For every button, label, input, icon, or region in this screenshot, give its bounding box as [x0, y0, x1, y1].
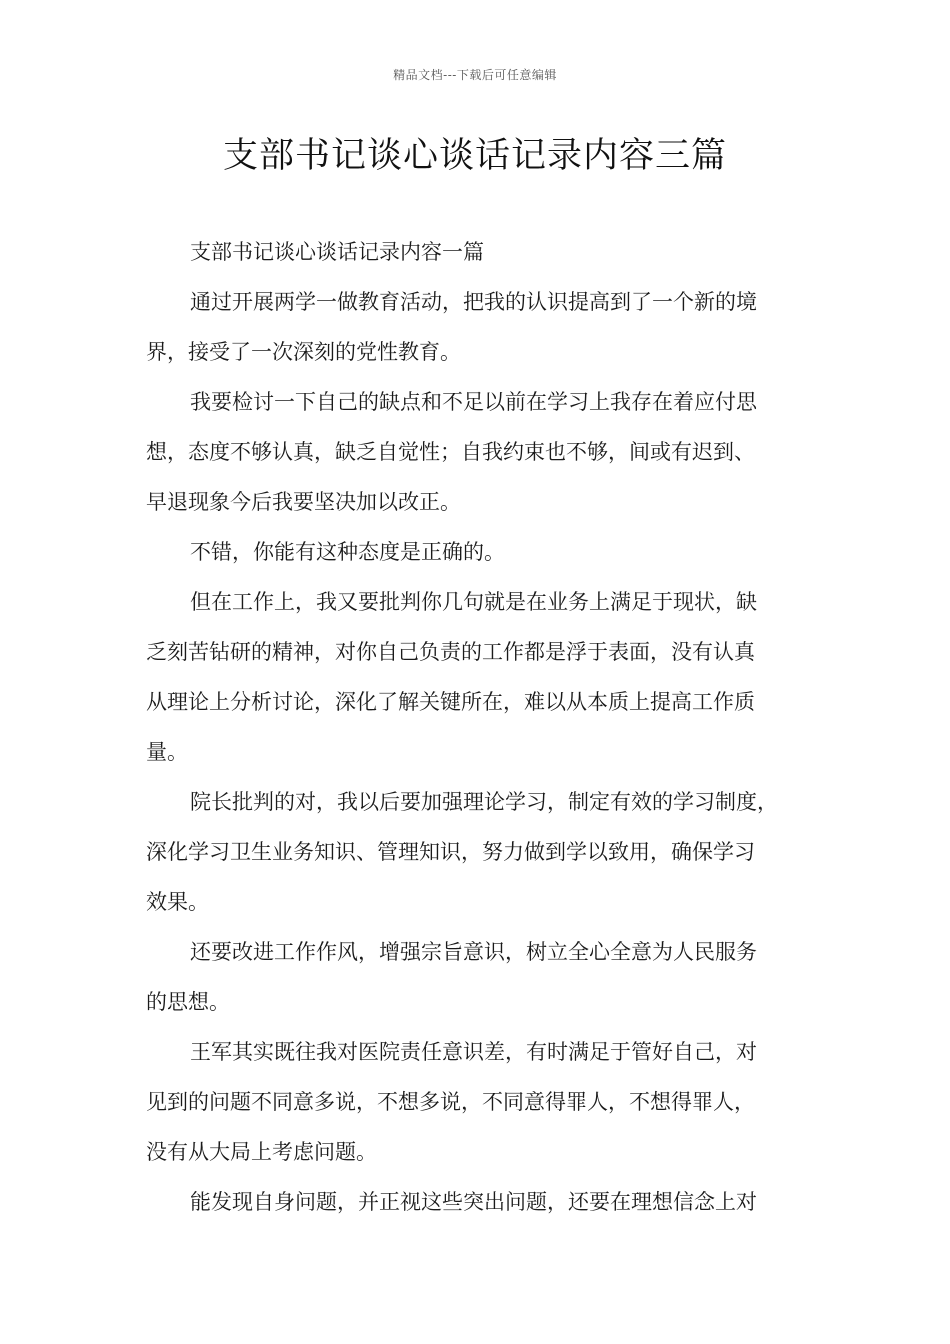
paragraph-line: 量。 — [146, 740, 188, 764]
paragraph-line: 通过开展两学一做教育活动，把我的认识提高到了一个新的境 — [190, 290, 757, 314]
paragraph-line: 从理论上分析讨论，深化了解关键所在，难以从本质上提高工作质 — [146, 690, 755, 714]
paragraph — [146, 227, 826, 277]
paragraph-line: 乏刻苦钻研的精神，对你自己负责的工作都是浮于表面，没有认真 — [146, 640, 755, 664]
paragraph — [146, 277, 826, 377]
paragraph — [146, 377, 826, 527]
paragraph-line: 还要改进工作作风，增强宗旨意识，树立全心全意为人民服务 — [190, 940, 757, 964]
paragraph — [146, 527, 826, 577]
paragraph-line: 效果。 — [146, 890, 209, 914]
paragraph-line: 没有从大局上考虑问题。 — [146, 1140, 377, 1164]
paragraph — [146, 1177, 826, 1227]
paragraph-line: 支部书记谈心谈话记录内容一篇 — [190, 240, 484, 264]
header-note: 精品文档---下载后可任意编辑 — [393, 68, 557, 82]
paragraph-line: 早退现象今后我要坚决加以改正。 — [146, 490, 461, 514]
paragraph-line: 王军其实既往我对医院责任意识差，有时满足于管好自己，对 — [190, 1040, 757, 1064]
paragraph-line: 但在工作上，我又要批判你几句就是在业务上满足于现状，缺 — [190, 590, 757, 614]
document-title: 支部书记谈心谈话记录内容三篇 — [222, 136, 727, 176]
paragraph-line: 见到的问题不同意多说，不想多说，不同意得罪人，不想得罪人， — [146, 1090, 755, 1114]
paragraph-line: 的思想。 — [146, 990, 230, 1014]
paragraph — [146, 1027, 826, 1177]
paragraph — [146, 577, 826, 777]
paragraph-line: 能发现自身问题，并正视这些突出问题，还要在理想信念上对 — [190, 1190, 757, 1214]
paragraph-line: 不错，你能有这种态度是正确的。 — [190, 540, 505, 564]
paragraph — [146, 777, 826, 927]
paragraph-line: 院长批判的对，我以后要加强理论学习，制定有效的学习制度， — [190, 790, 778, 814]
paragraph — [146, 927, 826, 1027]
paragraph-line: 想，态度不够认真，缺乏自觉性；自我约束也不够，间或有迟到、 — [146, 440, 755, 464]
paragraph-line: 我要检讨一下自己的缺点和不足以前在学习上我存在着应付思 — [190, 390, 757, 414]
paragraph-line: 界，接受了一次深刻的党性教育。 — [146, 340, 461, 364]
paragraph-line: 深化学习卫生业务知识、管理知识，努力做到学以致用，确保学习 — [146, 840, 755, 864]
document-body — [146, 227, 826, 1227]
